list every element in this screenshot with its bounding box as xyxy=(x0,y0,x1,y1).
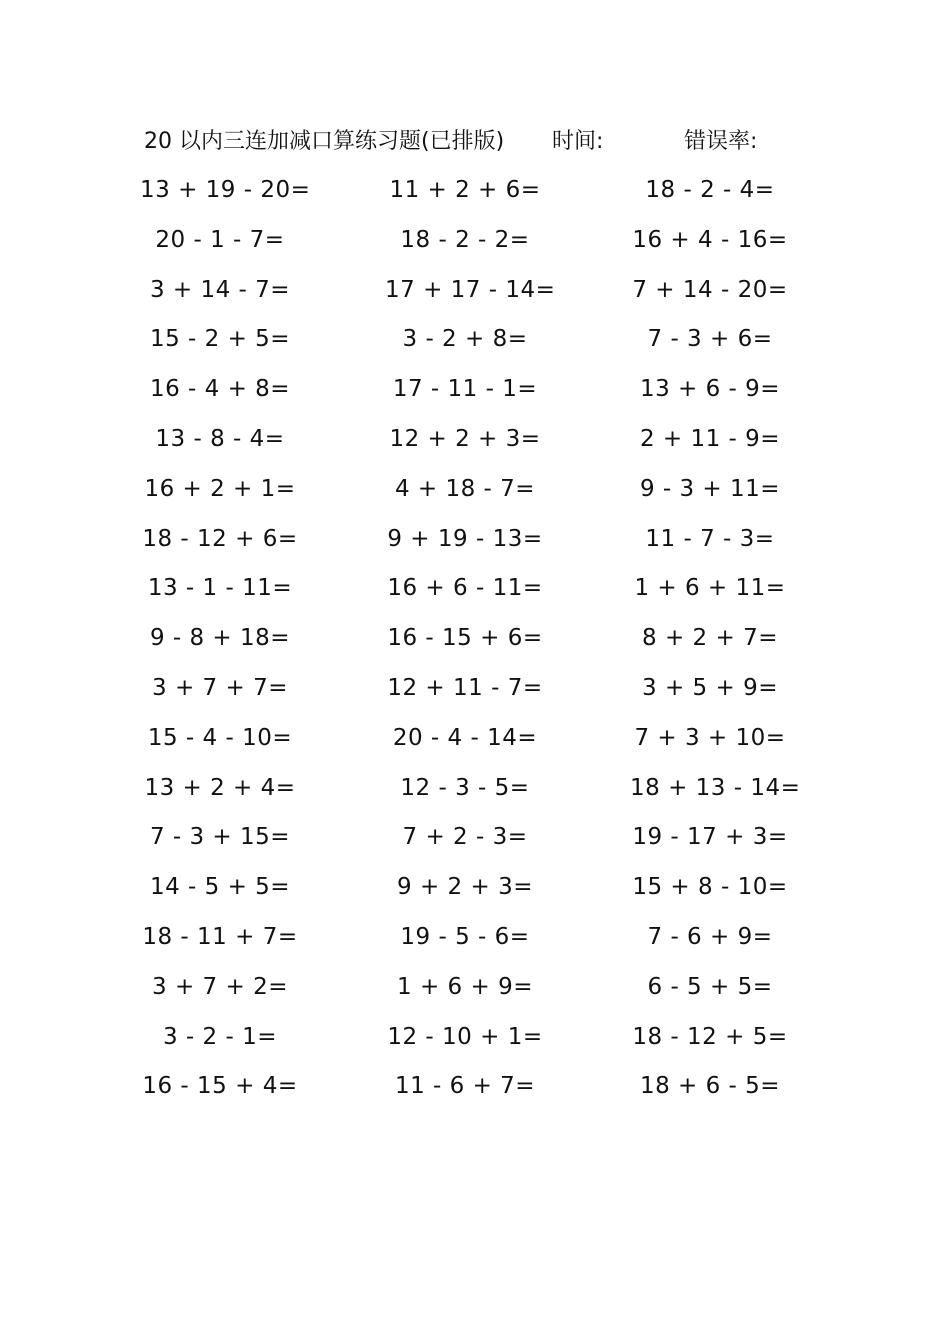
problem-row xyxy=(0,1062,950,1112)
worksheet-title: 20 以内三连加减口算练习题(已排版) xyxy=(144,129,505,154)
math-problem: 20 - 4 - 14= xyxy=(392,724,538,751)
math-problem: 3 - 2 - 1= xyxy=(162,1023,277,1050)
problem-row xyxy=(0,764,950,814)
problem-row xyxy=(0,365,950,415)
math-problem: 14 - 5 + 5= xyxy=(149,874,291,901)
math-problem: 18 - 12 + 6= xyxy=(142,525,298,552)
math-problem: 13 + 19 - 20= xyxy=(140,177,311,203)
math-problem: 13 - 1 - 11= xyxy=(147,575,293,602)
math-problem: 18 + 13 - 14= xyxy=(630,774,801,801)
math-problem: 2 + 11 - 9= xyxy=(639,425,781,452)
math-problem: 13 + 6 - 9= xyxy=(639,376,781,403)
math-problem: 4 + 18 - 7= xyxy=(394,475,536,502)
math-problem: 19 - 5 - 6= xyxy=(400,923,530,950)
problem-row xyxy=(0,216,950,266)
math-problem: 16 - 15 + 6= xyxy=(387,625,543,652)
math-problem: 12 + 2 + 3= xyxy=(389,425,541,452)
problem-grid xyxy=(0,166,950,1112)
math-problem: 3 - 2 + 8= xyxy=(402,326,528,353)
math-problem: 16 + 2 + 1= xyxy=(144,475,296,502)
math-problem: 16 + 6 - 11= xyxy=(387,575,543,602)
math-problem: 11 - 7 - 3= xyxy=(645,525,775,552)
math-problem: 12 - 3 - 5= xyxy=(400,774,530,801)
math-problem: 15 - 2 + 5= xyxy=(149,326,291,353)
math-problem: 13 + 2 + 4= xyxy=(144,774,296,801)
problem-row xyxy=(0,913,950,963)
math-problem: 13 - 8 - 4= xyxy=(155,425,285,452)
math-problem: 3 + 14 - 7= xyxy=(149,276,291,303)
math-problem: 18 - 2 - 2= xyxy=(400,226,530,253)
math-problem: 7 + 2 - 3= xyxy=(402,824,528,851)
worksheet-header xyxy=(0,124,950,160)
math-problem: 7 + 3 + 10= xyxy=(634,724,786,751)
math-problem: 3 + 7 + 2= xyxy=(152,973,288,1000)
math-problem: 15 - 4 - 10= xyxy=(147,724,293,751)
problem-row xyxy=(0,315,950,365)
math-problem: 18 - 11 + 7= xyxy=(142,923,298,950)
problem-row xyxy=(0,863,950,913)
math-problem: 16 + 4 - 16= xyxy=(632,226,788,253)
problem-row xyxy=(0,963,950,1013)
math-problem: 12 - 10 + 1= xyxy=(387,1023,543,1050)
math-problem: 1 + 6 + 11= xyxy=(634,575,786,602)
math-problem: 15 + 8 - 10= xyxy=(632,874,788,901)
problem-row xyxy=(0,465,950,515)
math-problem: 16 - 15 + 4= xyxy=(142,1073,298,1100)
problem-row xyxy=(0,564,950,614)
problem-row xyxy=(0,266,950,316)
math-problem: 12 + 11 - 7= xyxy=(387,674,543,701)
time-label: 时间: xyxy=(552,129,604,154)
math-problem: 18 - 12 + 5= xyxy=(632,1023,788,1050)
math-problem: 9 - 3 + 11= xyxy=(639,475,781,502)
problem-row xyxy=(0,515,950,565)
math-problem: 9 + 19 - 13= xyxy=(387,525,543,552)
problem-row xyxy=(0,1013,950,1063)
math-problem: 1 + 6 + 9= xyxy=(397,973,533,1000)
problem-row xyxy=(0,813,950,863)
math-problem: 11 - 6 + 7= xyxy=(394,1073,536,1100)
math-problem: 17 - 11 - 1= xyxy=(392,376,538,403)
math-problem: 18 - 2 - 4= xyxy=(645,177,775,203)
math-problem: 17 + 17 - 14= xyxy=(385,276,556,303)
math-problem: 6 - 5 + 5= xyxy=(647,973,773,1000)
math-problem: 7 - 3 + 6= xyxy=(647,326,773,353)
problem-row xyxy=(0,166,950,216)
problem-row xyxy=(0,664,950,714)
math-problem: 9 + 2 + 3= xyxy=(397,874,533,901)
math-problem: 3 + 5 + 9= xyxy=(642,674,778,701)
math-problem: 3 + 7 + 7= xyxy=(152,674,288,701)
problem-row xyxy=(0,714,950,764)
math-problem: 19 - 17 + 3= xyxy=(632,824,788,851)
math-problem: 7 - 3 + 15= xyxy=(149,824,291,851)
math-problem: 8 + 2 + 7= xyxy=(642,625,778,652)
problem-row xyxy=(0,614,950,664)
math-problem: 20 - 1 - 7= xyxy=(155,226,285,253)
math-problem: 7 - 6 + 9= xyxy=(647,923,773,950)
math-problem: 18 + 6 - 5= xyxy=(639,1073,781,1100)
problem-row xyxy=(0,415,950,465)
math-problem: 9 - 8 + 18= xyxy=(149,625,291,652)
math-problem: 7 + 14 - 20= xyxy=(632,276,788,303)
error-rate-label: 错误率: xyxy=(684,129,758,154)
math-problem: 16 - 4 + 8= xyxy=(149,376,291,403)
math-problem: 11 + 2 + 6= xyxy=(389,177,541,203)
